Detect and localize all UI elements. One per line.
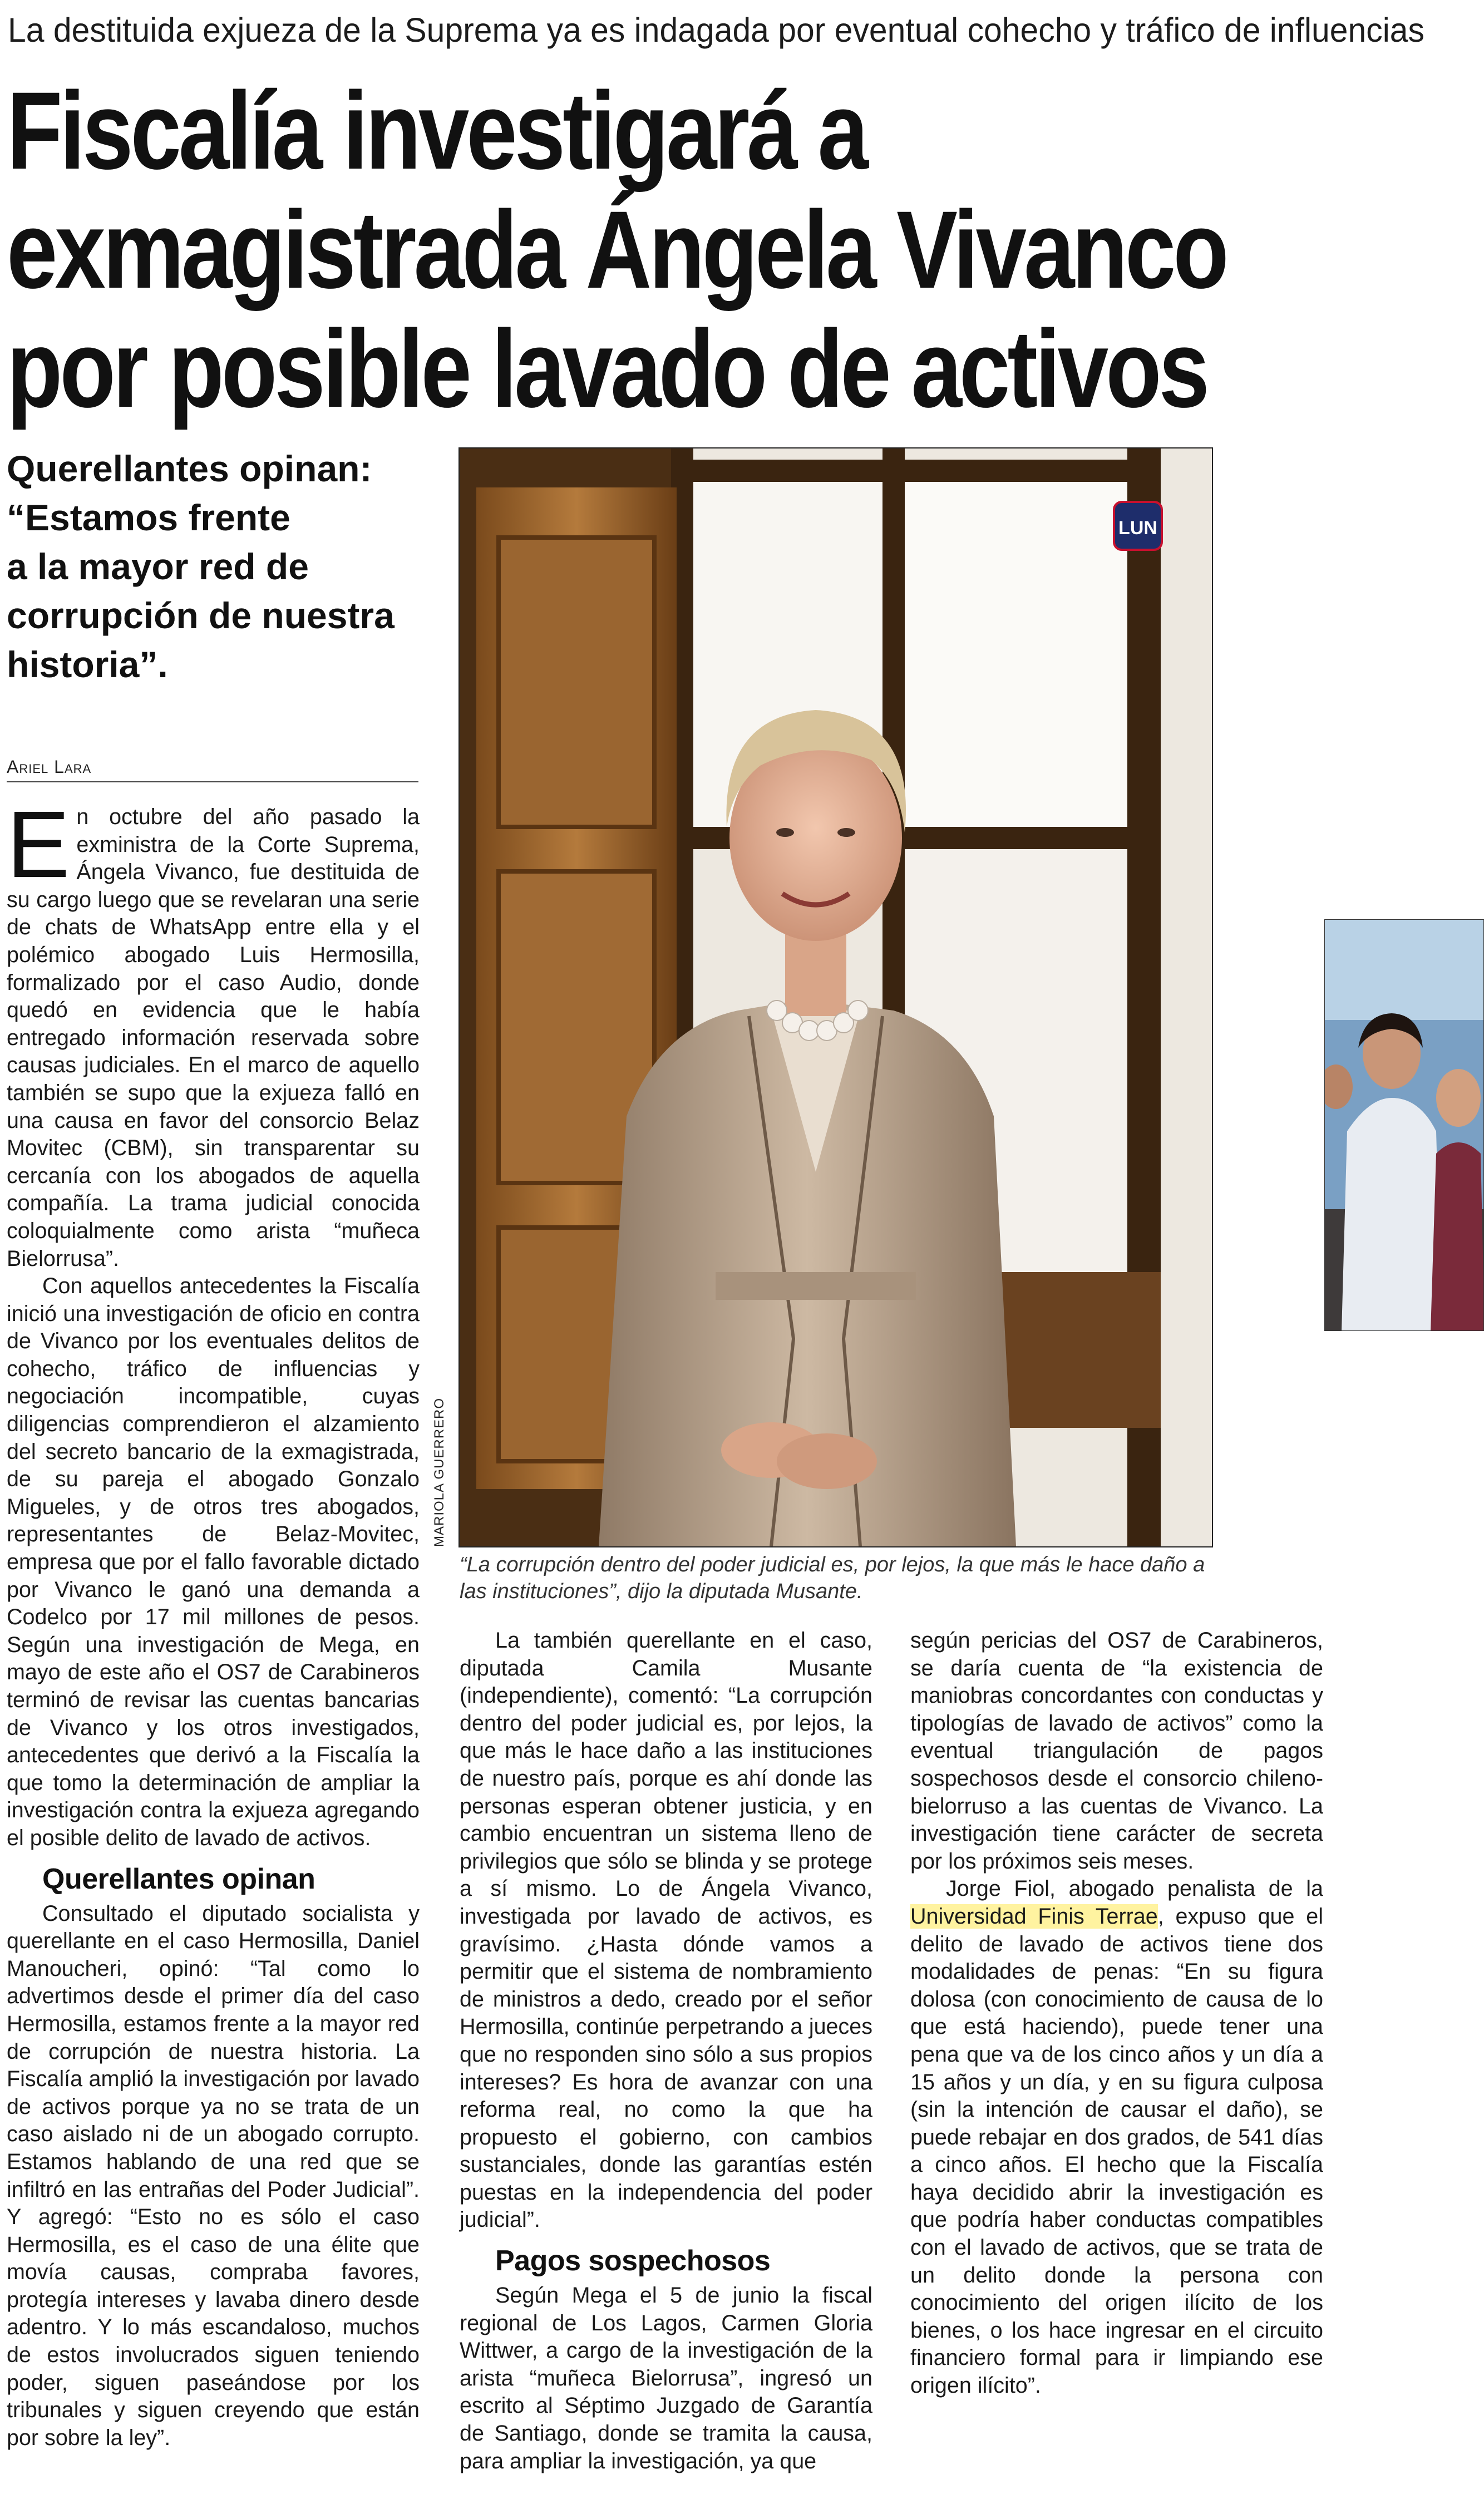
portrait-illustration xyxy=(460,448,1212,1546)
paragraph-1 xyxy=(7,792,420,1273)
headline-line-2: exmagistrada Ángela Vivanco xyxy=(7,188,1226,311)
article-column-3 xyxy=(910,1627,1323,2400)
kicker: La destituida exjueza de la Suprema ya es indagada por eventual cohecho y tráfico de influencias xyxy=(8,11,1424,49)
deck-line-3: a la mayor red de xyxy=(7,546,309,587)
headline-line-1: Fiscalía investigará a xyxy=(7,69,866,192)
subhead-querellantes: Querellantes opinan xyxy=(42,1862,315,1895)
byline: Ariel Lara xyxy=(7,756,418,782)
lun-logo: LUN xyxy=(1113,501,1163,551)
crowd-illustration xyxy=(1325,920,1484,1331)
university-highlight: Universidad Finis Terrae xyxy=(910,1904,1158,1929)
main-photo xyxy=(458,447,1213,1547)
photo-caption: “La corrupción dentro del poder judicial es, por lejos, la que más le hace daño a las instituciones”, dijo la diputada Musante. xyxy=(460,1553,1205,1603)
deck xyxy=(7,444,441,689)
article-column-1 xyxy=(7,792,420,2452)
paragraph-5-continued: según pericias del OS7 de Carabineros, se daría cuenta de “la existencia de maniobras concordantes con conductas y tipologías de lavado de activos” como la eventual triangulación de pagos sospechosos desde el consorcio chileno-bielorruso a las cuentas de Vivanco. La investigación tiene carácter de secreta por los próximos seis meses. xyxy=(910,1628,1323,1874)
paragraph-6-post: , expuso que el delito de lavado de activos tiene dos modalidades de penas: “En su figura dolosa (con conocimiento de causa de lo que está haciendo), puede tener una pena que va de los cinco años y un día a 15 años y un día, y en su figura culposa (sin la intención de causar el daño), se puede rebajar en dos grados, de 541 días a cinco años. El hecho que la Fiscalía haya decidido abrir la investigación es que podría haber conductas compatibles con el lavado de activos, que se trata de un delito donde la persona con conocimiento del origen ilícito de los bienes, o los hace ingresar en el circuito financiero formal para ir limpiando ese origen ilícito”. xyxy=(910,1904,1323,2398)
headline-line-3: por posible lavado de activos xyxy=(7,307,1207,430)
paragraph-6-pre: Jorge Fiol, abogado penalista de la xyxy=(946,1876,1323,1901)
deck-line-2: “Estamos frente xyxy=(7,497,290,538)
deck-line-1: Querellantes opinan: xyxy=(7,448,372,489)
paragraph-3: Consultado el diputado socialista y querellante en el caso Hermosilla, Daniel Manoucheri, opinó: “Tal como lo advertimos desde el primer día del caso Hermosilla, estamos frente a la mayor red de corrupción de nuestra historia. La Fiscalía amplió la investigación por lavado de activos porque ya no se trata de un caso aislado ni de un abogado corrupto. Estamos hablando de una red que se infiltró en las entrañas del Poder Judicial”. Y agregó: “Esto no es sólo el caso Hermosilla, es el caso de una élite que movía causas, compraba favores, protegía intereses y lavaba dinero desde adentro. Y lo más escandaloso, muchos de estos involucrados siguen teniendo poder, siguen paseándose por los tribunales y siguen creyendo que están por sobre la ley”. xyxy=(7,1901,420,2450)
paragraph-5: Según Mega el 5 de junio la fiscal regional de Los Lagos, Carmen Gloria Wittwer, a cargo de la investigación de la arista “muñeca Bielorrusa”, ingresó un escrito al Séptimo Juzgado de Garantía de Santiago, donde se tramita la causa, para ampliar la investigación, ya que xyxy=(460,2283,872,2473)
paragraph-4: La también querellante en el caso, diputada Camila Musante (independiente), comentó: “La corrupción dentro del poder judicial es, por lejos, la que más le hace daño a las instituciones de nuestro país, porque es ahí donde las personas esperan obtener justicia, y en cambio encuentran un sistema lleno de privilegios que sólo se blinda y se protege a sí mismo. Lo de Ángela Vivanco, investigada por lavado de activos, es gravísimo. ¿Hasta dónde vamos a permitir que el sistema de nombramiento de ministros a dedo, creado por el señor Hermosilla, continúe perpetrando a jueces que no responden sino sólo a sus propios intereses? Es hora de avanzar con una reforma real, no como la que ha propuesto el gobierno, con cambios sustanciales, donde las garantías estén puestas en la independencia del poder judicial”. xyxy=(460,1628,872,2232)
paragraph-1-text: n octubre del año pasado la exministra de la Corte Suprema, Ángela Vivanco, fue destituida de su cargo luego que se revelaran una serie de chats de WhatsApp entre ella y el polémico abogado Luis Hermosilla, formalizado por el caso Audio, donde quedó en evidencia que le había entregado información reservada sobre causas judiciales. En el marco de aquello también se supo que la exjueza falló en una causa en favor del consorcio Belaz Movitec (CBM), sin transparentar su cercanía con los abogados de aquella compañía. La trama judicial conocida coloquialmente como arista “muñeca Bielorrusa”. xyxy=(7,805,420,1271)
subhead-pagos: Pagos sospechosos xyxy=(495,2245,771,2278)
deck-line-5: historia”. xyxy=(7,644,168,685)
paragraph-2: Con aquellos antecedentes la Fiscalía inició una investigación de oficio en contra de Vivanco por los eventuales delitos de cohecho, tráfico de influencias y negociación incompatible, cuyas diligencias comprendieron el alzamiento del secreto bancario de la exmagistrada, de su pareja el abogado Gonzalo Migueles, y de otros tres abogados, representantes de Belaz-Movitec, empresa que por el fallo favorable dictado por Vivanco le ganó una demanda a Codelco por 17 mil millones de pesos. Según una investigación de Mega, en mayo de este año el OS7 de Carabineros terminó de revisar las cuentas bancarias de Vivanco y los otros investigados, antecedentes que derivó a la Fiscalía la que tomo la determinación de ampliar la investigación contra la exjueza agregando el posible delito de lavado de activos. xyxy=(7,1274,420,1850)
article-column-2 xyxy=(460,1627,872,2475)
headline xyxy=(7,69,1226,430)
deck-line-4: corrupción de nuestra xyxy=(7,595,395,636)
photo-credit: MARIOLA GUERRERO xyxy=(432,1397,447,1547)
side-photo xyxy=(1324,919,1484,1331)
drop-cap: E xyxy=(7,792,70,898)
paragraph-6 xyxy=(910,1875,1323,2399)
